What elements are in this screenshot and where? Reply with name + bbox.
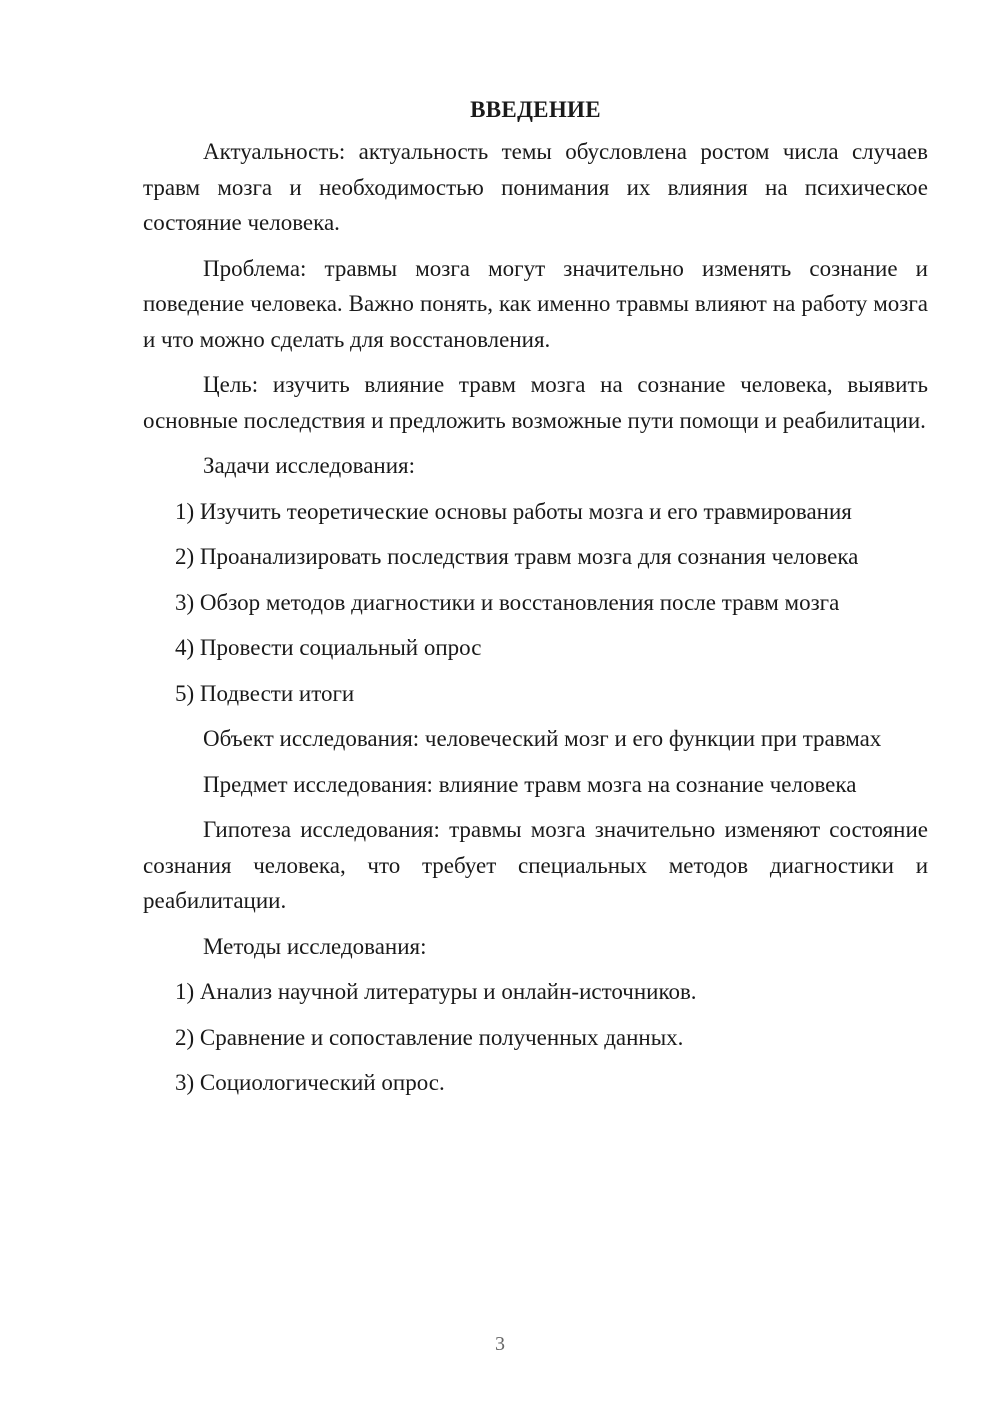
object-paragraph: Объект исследования: человеческий мозг и его функции при травмах [203, 726, 882, 751]
document-page [143, 92, 928, 1111]
section-heading: ВВЕДЕНИЕ [470, 97, 601, 122]
task-item: 5) Подвести итоги [175, 680, 355, 706]
goal-paragraph: Цель: изучить влияние травм мозга на сознание человека, выявить основные последствия и предложить возможные пути помощи и реабилитации. [143, 372, 928, 433]
tasks-title: Задачи исследования: [203, 453, 416, 478]
task-item: 2) Проанализировать последствия травм мозга для сознания человека [175, 544, 859, 569]
method-item: 3) Социологический опрос. [175, 1070, 445, 1095]
task-item: 3) Обзор методов диагностики и восстановления после травм мозга [175, 589, 840, 615]
task-item: 4) Провести социальный опрос [175, 635, 482, 660]
relevance-paragraph: Актуальность: актуальность темы обусловлена ростом числа случаев травм мозга и необходимостью понимания их влияния на психическое состояние человека. [143, 139, 928, 235]
method-item: 1) Анализ научной литературы и онлайн-источников. [175, 979, 697, 1004]
method-item: 2) Сравнение и сопоставление полученных данных. [175, 1024, 684, 1050]
task-item: 1) Изучить теоретические основы работы мозга и его травмирования [175, 498, 852, 524]
problem-paragraph: Проблема: травмы мозга могут значительно изменять сознание и поведение человека. Важно понять, как именно травмы влияют на работу мозга и что можно сделать для восстановления. [143, 255, 928, 352]
page-number: 3 [495, 1333, 505, 1355]
hypothesis-paragraph: Гипотеза исследования: травмы мозга значительно изменяют состояние сознания человека, что требует специальных методов диагностики и реабилитации. [143, 817, 928, 913]
subject-paragraph: Предмет исследования: влияние травм мозга на сознание человека [203, 771, 857, 797]
methods-title: Методы исследования: [203, 933, 427, 959]
